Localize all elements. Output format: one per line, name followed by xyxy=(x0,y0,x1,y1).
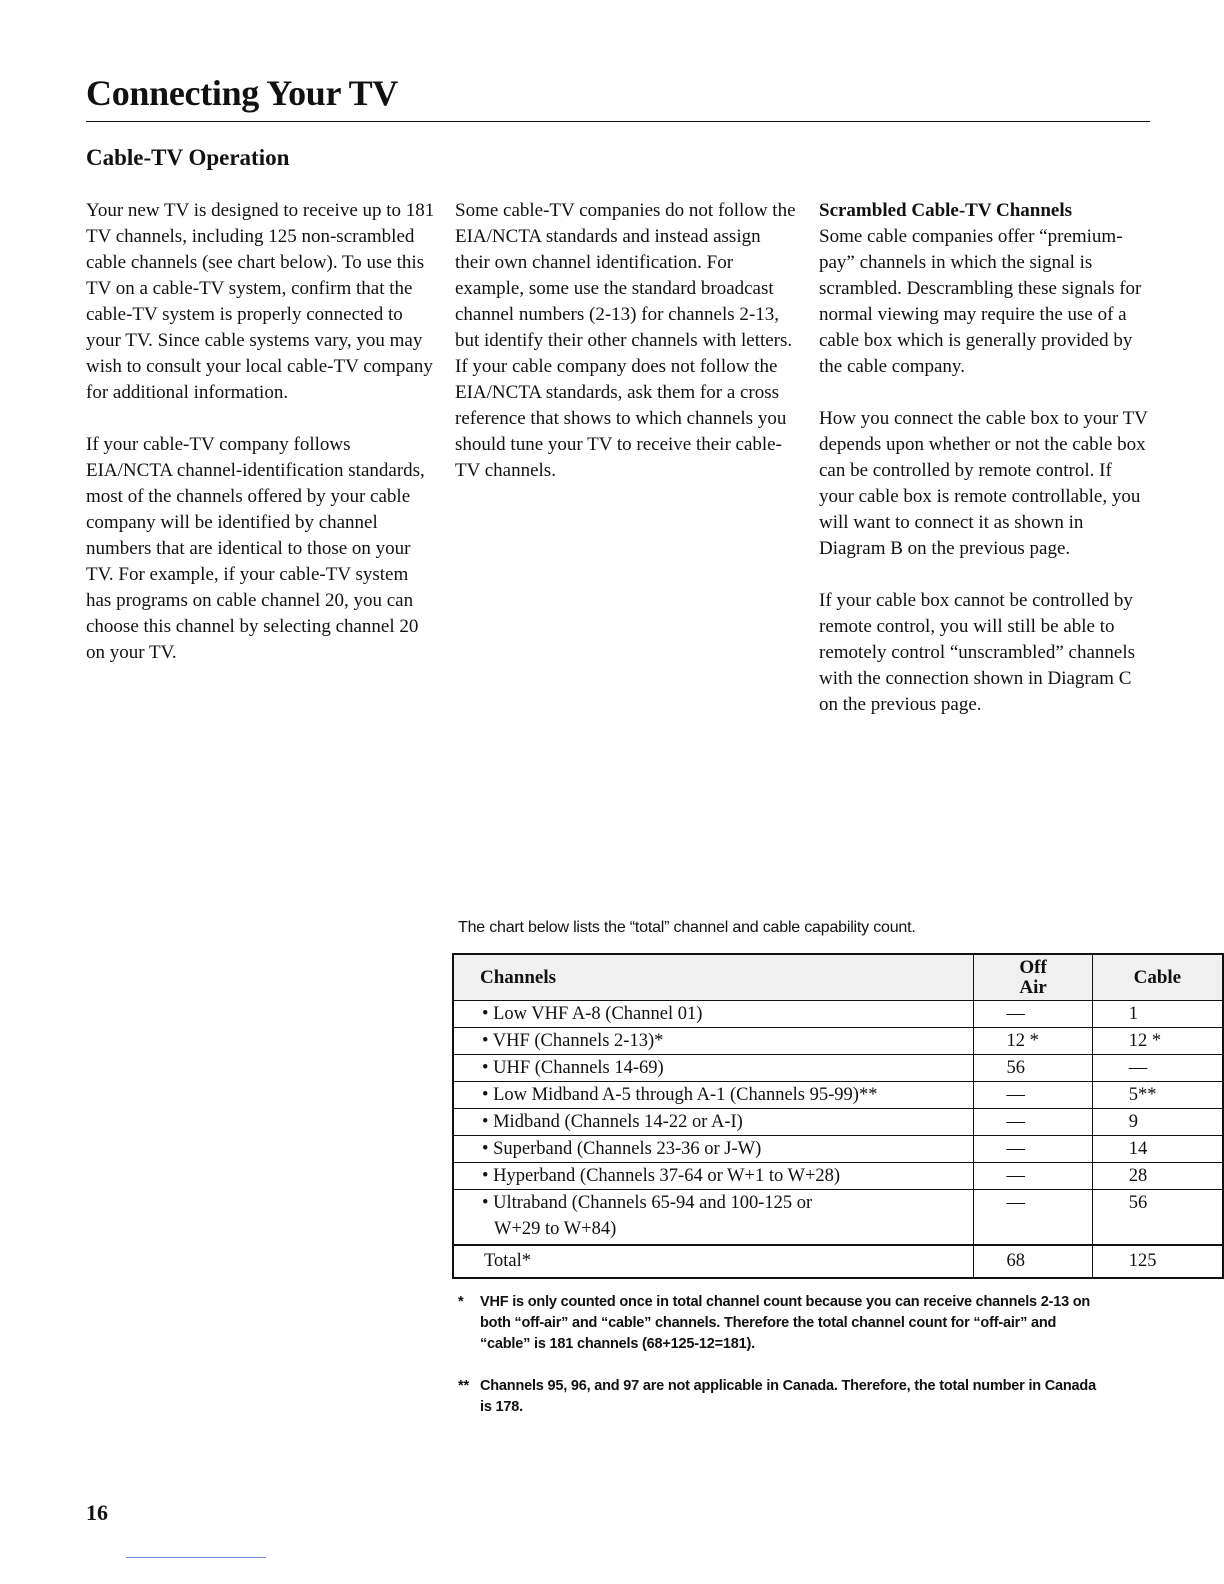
row-off-air: — xyxy=(974,1190,1092,1246)
channel-capability-table xyxy=(452,953,1224,1279)
table-row xyxy=(453,1082,1223,1109)
chart-intro: The chart below lists the “total” channel and cable capability count. xyxy=(458,919,916,936)
footnote-mark: * xyxy=(458,1294,464,1310)
row-off-air: 12 * xyxy=(974,1028,1092,1055)
section-title: Cable-TV Operation xyxy=(86,145,290,170)
table-row xyxy=(453,1136,1223,1163)
table-row xyxy=(453,1190,1223,1246)
row-off-air: — xyxy=(974,1001,1092,1028)
row-off-air: — xyxy=(974,1136,1092,1163)
paragraph: If your cable box cannot be controlled by remote control, you will still be able to remotely control “unscrambled” channels with the connection shown in Diagram C on the previous page. xyxy=(819,590,1136,715)
paragraph: Some cable-TV companies do not follow the EIA/NCTA standards and instead assign their own channel identification. For example, some use the standard broadcast channel numbers (2-13) for channels 2-13, but identify their other channels with letters. If your cable company does not follow the EIA/NCTA standards, ask them for a cross reference that shows to which channels you should tune your TV to receive their cable-TV channels. xyxy=(455,200,796,481)
row-label: • Low VHF A-8 (Channel 01) xyxy=(453,1001,974,1028)
table-row xyxy=(453,1163,1223,1190)
total-off-air: 68 xyxy=(974,1245,1092,1278)
row-cable: 1 xyxy=(1092,1001,1223,1028)
total-cable: 125 xyxy=(1092,1245,1223,1278)
footnote-mark: ** xyxy=(458,1378,469,1394)
column-middle xyxy=(455,198,800,484)
row-off-air: — xyxy=(974,1163,1092,1190)
row-label: • UHF (Channels 14-69) xyxy=(453,1055,974,1082)
header-channels: Channels xyxy=(453,954,974,1001)
column-right xyxy=(819,198,1149,718)
row-label: • Hyperband (Channels 37-64 or W+1 to W+28) xyxy=(453,1163,974,1190)
paragraph: Your new TV is designed to receive up to 181 TV channels, including 125 non-scrambled cable channels (see chart below). To use this TV on a cable-TV system, confirm that the cable-TV system is properly connected to your TV. Since cable systems vary, you may wish to consult your local cable-TV company for additional information. xyxy=(86,200,435,403)
row-label: • Low Midband A-5 through A-1 (Channels 95-99)** xyxy=(453,1082,974,1109)
row-off-air: — xyxy=(974,1082,1092,1109)
footnote-vhf xyxy=(458,1292,1148,1355)
footnote-line: is 178. xyxy=(480,1399,523,1415)
row-label: • Midband (Channels 14-22 or A-I) xyxy=(453,1109,974,1136)
footnote-line: Channels 95, 96, and 97 are not applicable in Canada. Therefore, the total number in Canada xyxy=(480,1378,1096,1394)
row-label-line2: W+29 to W+84) xyxy=(494,1219,617,1239)
footnote-line: both “off-air” and “cable” channels. Therefore the total channel count for “off-air” and xyxy=(480,1315,1057,1331)
page-number: 16 xyxy=(86,1500,108,1525)
header-off-air xyxy=(974,954,1092,1001)
table-row xyxy=(453,1001,1223,1028)
table-total-row xyxy=(453,1245,1223,1278)
paragraph: How you connect the cable box to your TV depends upon whether or not the cable box can be controlled by remote control. If your cable box is remote controllable, you will want to connect it as shown in Diagram B on the previous page. xyxy=(819,408,1148,559)
header-off-air-line2: Air xyxy=(1019,976,1047,998)
header-off-air-line1: Off xyxy=(1019,956,1047,978)
footnote-line: “cable” is 181 channels (68+125-12=181). xyxy=(480,1336,755,1352)
table-row xyxy=(453,1109,1223,1136)
row-cable: 12 * xyxy=(1092,1028,1223,1055)
paragraph: Some cable companies offer “premium-pay” channels in which the signal is scrambled. Descrambling these signals for normal viewing may require the use of a cable box which is generally provided by the cable company. xyxy=(819,226,1142,377)
row-off-air: 56 xyxy=(974,1055,1092,1082)
footnote-canada xyxy=(458,1376,1148,1418)
row-cable: 56 xyxy=(1092,1190,1223,1246)
row-cable: 28 xyxy=(1092,1163,1223,1190)
row-cable: 9 xyxy=(1092,1109,1223,1136)
table-row xyxy=(453,1055,1223,1082)
row-label: • Superband (Channels 23-36 or J-W) xyxy=(453,1136,974,1163)
table-row xyxy=(453,1028,1223,1055)
footnote-line: VHF is only counted once in total channel count because you can receive channels 2-13 on xyxy=(480,1294,1091,1310)
header-cable: Cable xyxy=(1092,954,1223,1001)
page-title: Connecting Your TV xyxy=(86,73,398,113)
row-label xyxy=(453,1190,974,1246)
row-cable: 14 xyxy=(1092,1136,1223,1163)
subheading-scrambled: Scrambled Cable-TV Channels xyxy=(819,200,1073,221)
row-cable: — xyxy=(1092,1055,1223,1082)
table-header-row xyxy=(453,954,1223,1001)
row-label-line1: • Ultraband (Channels 65-94 and 100-125 or xyxy=(482,1193,813,1213)
title-rule xyxy=(86,121,1150,122)
paragraph: If your cable-TV company follows EIA/NCTA channel-identification standards, most of the channels offered by your cable company will be identified by channel numbers that are identical to those on your TV. For example, if your cable-TV system has programs on cable channel 20, you can choose this channel by selecting channel 20 on your TV. xyxy=(86,434,425,663)
row-off-air: — xyxy=(974,1109,1092,1136)
bottom-rule xyxy=(126,1557,266,1558)
total-label: Total* xyxy=(453,1245,974,1278)
row-label: • VHF (Channels 2-13)* xyxy=(453,1028,974,1055)
row-cable: 5** xyxy=(1092,1082,1223,1109)
column-left xyxy=(86,198,436,666)
